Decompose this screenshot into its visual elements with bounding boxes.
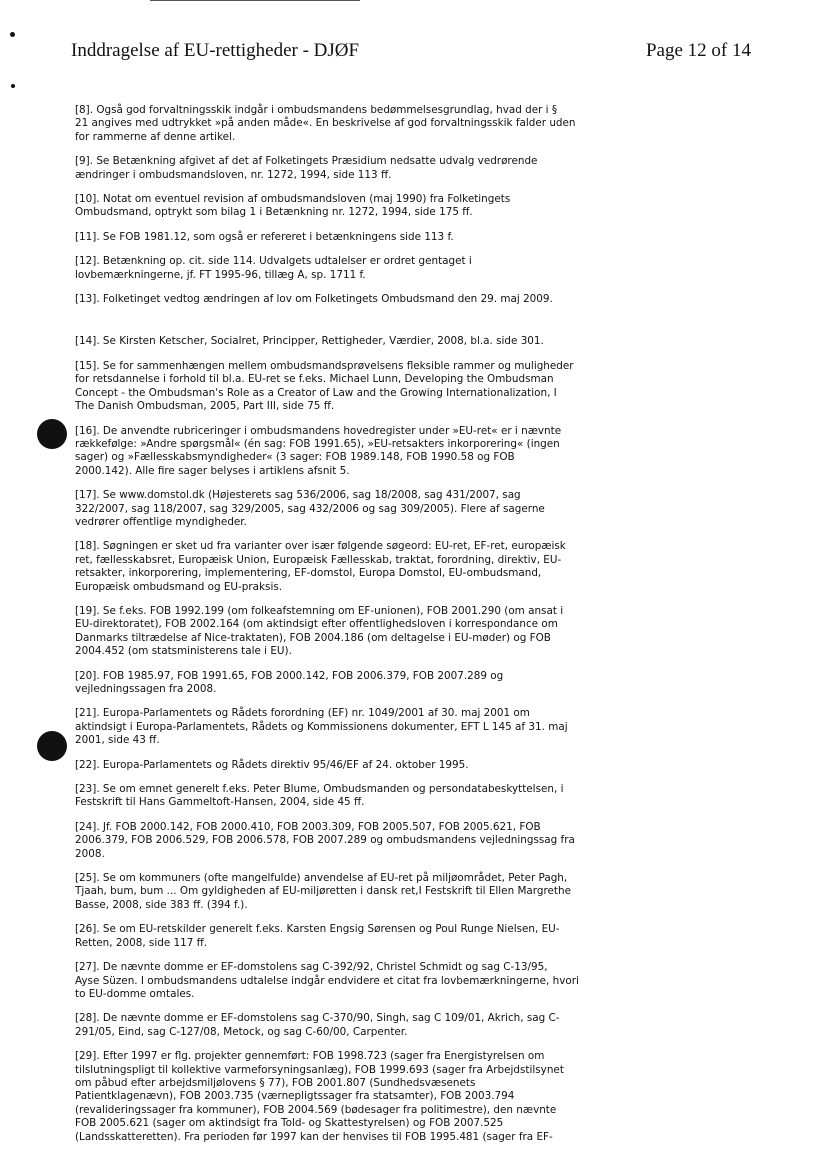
- footnote-25: [25]. Se om kommuners (ofte mangelfulde) anvendelse af EU-ret på miljøområdet, Peter Pagh, Tjaah, bum, bum ... Om gyldigheden af EU-miljøretten i dansk ret,I Festskrift til Ellen Margrethe Basse, 2008, side 383 ff. (394 f.).: [75, 872, 571, 911]
- footnote-27: [27]. De nævnte domme er EF-domstolens sag C-392/92, Christel Schmidt og sag C-13/95, Ayse Süzen. I ombudsmandens udtalelse indgår endvidere et citat fra lovbemærkningerne, hvori to EU-domme omtales.: [75, 961, 579, 1000]
- footnote-19: [19]. Se f.eks. FOB 1992.199 (om folkeafstemning om EF-unionen), FOB 2001.290 (om ansat i EU-direktoratet), FOB 2002.164 (om aktindsigt efter offentlighedsloven i korrespondance om Danmarks tiltrædelse af Nice-traktaten), FOB 2004.186 (om deltagelse i EU-møder) og FOB 2004.452 (om statsministerens tale i EU).: [75, 604, 564, 658]
- footnote-8: [8]. Også god forvaltningsskik indgår i ombudsmandens bedømmelsesgrundlag, hvad der i § 21 angives med udtrykket »på anden måde«. En beskrivelse af god forvaltningsskik falder uden for rammerne af denne artikel.: [75, 104, 576, 143]
- punch-hole: [37, 419, 67, 449]
- punch-hole: [37, 731, 67, 761]
- scan-mark: [10, 32, 15, 37]
- footnote-20: [20]. FOB 1985.97, FOB 1991.65, FOB 2000.142, FOB 2006.379, FOB 2007.289 og vejledningssagen fra 2008.: [75, 669, 504, 695]
- footnote-14: [14]. Se Kirsten Ketscher, Socialret, Principper, Rettigheder, Værdier, 2008, bl.a. side 301.: [75, 335, 544, 348]
- footnote-11: [11]. Se FOB 1981.12, som også er refereret i betænkningens side 113 f.: [75, 230, 454, 243]
- scan-mark: [11, 84, 15, 88]
- footnote-10: [10]. Notat om eventuel revision af ombudsmandsloven (maj 1990) fra Folketingets Ombudsmand, optrykt som bilag 1 i Betænkning nr. 1272, 1994, side 175 ff.: [75, 193, 511, 219]
- page-title: Inddragelse af EU-rettigheder - DJØF: [71, 40, 360, 61]
- page-number: Page 12 of 14: [645, 40, 751, 61]
- footnote-22: [22]. Europa-Parlamentets og Rådets direktiv 95/46/EF af 24. oktober 1995.: [75, 758, 469, 771]
- footnote-24: [24]. Jf. FOB 2000.142, FOB 2000.410, FOB 2003.309, FOB 2005.507, FOB 2005.621, FOB 2006.379, FOB 2006.529, FOB 2006.578, FOB 2007.289 og ombudsmandens vejledningssag fra 2008.: [75, 820, 575, 860]
- footnote-23: [23]. Se om emnet generelt f.eks. Peter Blume, Ombudsmanden og persondatabeskyttelsen, i Festskrift til Hans Gammeltoft-Hansen, 2004, side 45 ff.: [75, 783, 564, 809]
- footnote-21: [21]. Europa-Parlamentets og Rådets forordning (EF) nr. 1049/2001 af 30. maj 2001 om aktindsigt i Europa-Parlamentets, Rådets og Kommissionens dokumenter, EFT L 145 af 31. maj 2001, side 43 ff.: [75, 707, 568, 747]
- footnote-13: [13]. Folketinget vedtog ændringen af lov om Folketingets Ombudsmand den 29. maj 2009.: [75, 293, 553, 306]
- footnote-16: [16]. De anvendte rubriceringer i ombudsmandens hovedregister under »EU-ret« er i nævnte rækkefølge: »Andre spørgsmål« (én sag: FOB 1991.65), »EU-retsakters inkorporering« (ingen sager) og »Fællesskabsmyndigheder« (3 sager: FOB 1989.148, FOB 1990.58 og FOB 2000.142). Alle fire sager belyses i artiklens afsnit 5.: [75, 424, 562, 477]
- footnote-28: [28]. De nævnte domme er EF-domstolens sag C-370/90, Singh, sag C 109/01, Akrich, sag C- 291/05, Eind, sag C-127/08, Metock, og sag C-60/00, Carpenter.: [75, 1012, 560, 1038]
- footnote-26: [26]. Se om EU-retskilder generelt f.eks. Karsten Engsig Sørensen og Poul Runge Nielsen, EU- Retten, 2008, side 117 ff.: [75, 923, 560, 949]
- footnote-29: [29]. Efter 1997 er flg. projekter gennemført: FOB 1998.723 (sager fra Energistyrelsen om tilslutningspligt til kollektive varmeforsyningsanlæg), FOB 1999.693 (sager fra Arbejdstilsynet om påbud efter arbejdsmiljølovens § 77), FOB 2001.807 (Sundhedsvæsenets Patientklagenævn), FOB 2003.735 (værnepligtssager fra statsamter), FOB 2003.794 (revalideringssager fra kommuner), FOB 2004.569 (bødesager fra politimestre), den nævnte FOB 2005.621 (sager om aktindsigt fra Told- og Skattestyrelsen) og FOB 2007.525 (Landsskatteretten). Fra perioden før 1997 kan der henvises til FOB 1995.481 (sager fra EF-: [75, 1050, 564, 1143]
- top-rule: [150, 0, 360, 1]
- footnote-15: [15]. Se for sammenhængen mellem ombudsmandsprøvelsens fleksible rammer og muligheder for retsdannelse i forhold til bl.a. EU-ret se f.eks. Michael Lunn, Developing the Ombudsman Concept - the Ombudsman's Role as a Creator of Law and the Growing Internationalization, I The Danish Ombudsman, 2005, Part III, side 75 ff.: [75, 359, 574, 413]
- footnote-17: [17]. Se www.domstol.dk (Højesterets sag 536/2006, sag 18/2008, sag 431/2007, sag 322/2007, sag 118/2007, sag 329/2005, sag 432/2006 og sag 309/2005). Flere af sagerne vedrører offentlige myndigheder.: [75, 489, 545, 528]
- footnote-18: [18]. Søgningen er sket ud fra varianter over især følgende søgeord: EU-ret, EF-ret, europæisk ret, fællesskabsret, Europæisk Union, Europæisk Fællesskab, traktat, forordning, direktiv, EU- retsakter, inkorporering, implementering, EF-domstol, Europa Domstol, EU-ombudsmand, Europæisk ombudsmand og EU-praksis.: [75, 540, 566, 593]
- footnotes: [75, 104, 600, 1155]
- footnote-9: [9]. Se Betænkning afgivet af det af Folketingets Præsidium nedsatte udvalg vedrørende ændringer i ombudsmandsloven, nr. 1272, 1994, side 113 ff.: [75, 155, 538, 181]
- footnote-12: [12]. Betænkning op. cit. side 114. Udvalgets udtalelser er ordret gentaget i lovbemærkningerne, jf. FT 1995-96, tillæg A, sp. 1711 f.: [75, 255, 472, 281]
